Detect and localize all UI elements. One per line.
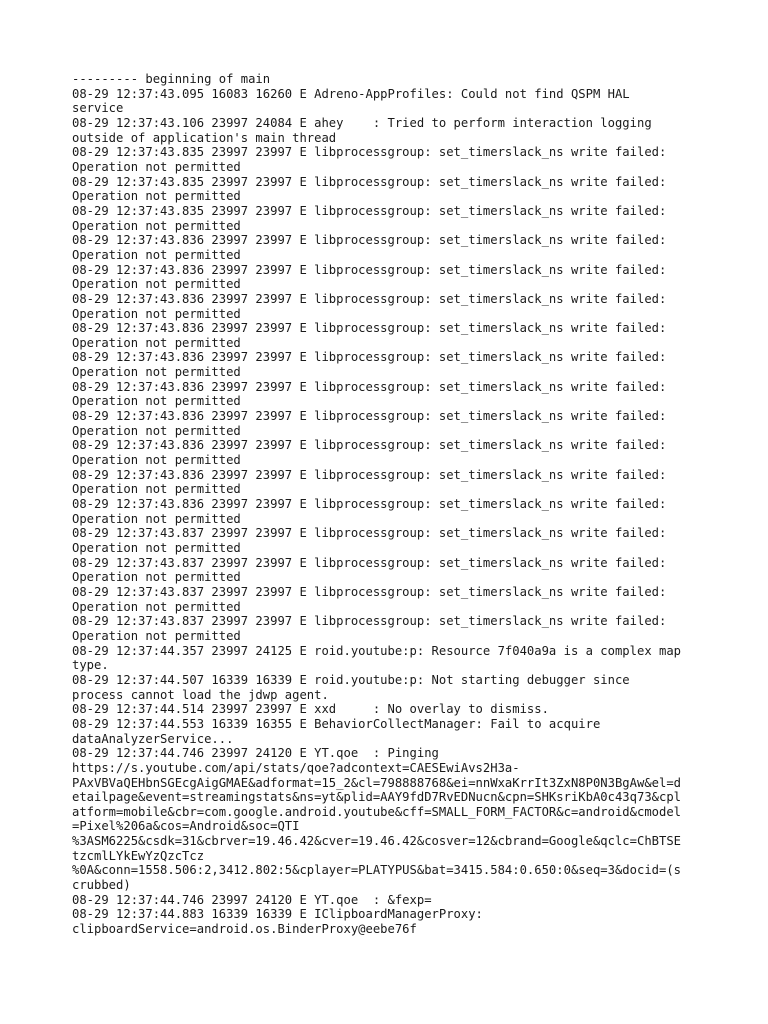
- log-line: Operation not permitted: [72, 306, 241, 321]
- log-line: 08-29 12:37:43.836 23997 23997 E libprocessgroup: set_timerslack_ns write failed:: [72, 379, 667, 394]
- log-line: 08-29 12:37:43.835 23997 23997 E libprocessgroup: set_timerslack_ns write failed:: [72, 145, 667, 160]
- log-line: 08-29 12:37:43.837 23997 23997 E libprocessgroup: set_timerslack_ns write failed:: [72, 614, 667, 629]
- log-line: Operation not permitted: [72, 247, 241, 262]
- log-line: service: [72, 101, 124, 116]
- log-line: 08-29 12:37:43.095 16083 16260 E Adreno-AppProfiles: Could not find QSPM HAL: [72, 86, 630, 101]
- log-line: 08-29 12:37:43.837 23997 23997 E libprocessgroup: set_timerslack_ns write failed:: [72, 526, 667, 541]
- log-line: outside of application's main thread: [72, 130, 337, 145]
- log-line: 08-29 12:37:43.836 23997 23997 E libprocessgroup: set_timerslack_ns write failed:: [72, 350, 667, 365]
- log-line: 08-29 12:37:44.514 23997 23997 E xxd : No overlay to dismiss.: [72, 702, 549, 717]
- log-line: PAxVBVaQEHbnSGEcgAigGMAE&adformat=15_2&cl=798888768&ei=nnWxaKrrIt3ZxN8P0N3BgAw&el=d: [72, 775, 682, 790]
- log-line: 08-29 12:37:43.836 23997 23997 E libprocessgroup: set_timerslack_ns write failed:: [72, 438, 667, 453]
- log-line: tzcmlLYkEwYzQzcTcz: [72, 848, 205, 863]
- log-line: 08-29 12:37:44.746 23997 24120 E YT.qoe : &fexp=: [72, 892, 432, 907]
- log-line: 08-29 12:37:43.835 23997 23997 E libprocessgroup: set_timerslack_ns write failed:: [72, 174, 667, 189]
- log-line: Operation not permitted: [72, 599, 241, 614]
- log-line: 08-29 12:37:44.553 16339 16355 E BehaviorCollectManager: Fail to acquire: [72, 716, 601, 731]
- log-line: Operation not permitted: [72, 482, 241, 497]
- log-line: 08-29 12:37:44.357 23997 24125 E roid.youtube:p: Resource 7f040a9a is a complex map: [72, 643, 682, 658]
- log-line: Operation not permitted: [72, 394, 241, 409]
- log-line: 08-29 12:37:43.836 23997 23997 E libprocessgroup: set_timerslack_ns write failed:: [72, 291, 667, 306]
- log-line: Operation not permitted: [72, 335, 241, 350]
- log-line: etailpage&event=streamingstats&ns=yt&plid=AAY9fdD7RvEDNucn&cpn=SHKsriKbA0c43q73&cpl: [72, 790, 682, 805]
- log-line: Operation not permitted: [72, 277, 241, 292]
- log-line: 08-29 12:37:43.836 23997 23997 E libprocessgroup: set_timerslack_ns write failed:: [72, 409, 667, 424]
- log-line: type.: [72, 658, 109, 673]
- log-line: 08-29 12:37:44.507 16339 16339 E roid.youtube:p: Not starting debugger since: [72, 672, 630, 687]
- log-line: 08-29 12:37:44.883 16339 16339 E IClipboardManagerProxy:: [72, 907, 483, 922]
- log-line: Operation not permitted: [72, 365, 241, 380]
- log-line: 08-29 12:37:43.836 23997 23997 E libprocessgroup: set_timerslack_ns write failed:: [72, 467, 667, 482]
- log-line: 08-29 12:37:43.836 23997 23997 E libprocessgroup: set_timerslack_ns write failed:: [72, 497, 667, 512]
- log-line: 08-29 12:37:43.835 23997 23997 E libprocessgroup: set_timerslack_ns write failed:: [72, 203, 667, 218]
- log-line: dataAnalyzerService...: [72, 731, 234, 746]
- log-line: %3ASM6225&csdk=31&cbrver=19.46.42&cver=19.46.42&cosver=12&cbrand=Google&qclc=ChBTSE: [72, 834, 682, 849]
- log-line: 08-29 12:37:43.837 23997 23997 E libprocessgroup: set_timerslack_ns write failed:: [72, 584, 667, 599]
- log-line: Operation not permitted: [72, 218, 241, 233]
- log-line: Operation not permitted: [72, 511, 241, 526]
- log-line: https://s.youtube.com/api/stats/qoe?adcontext=CAESEwiAvs2H3a-: [72, 760, 520, 775]
- log-line: Operation not permitted: [72, 628, 241, 643]
- log-header-line: --------- beginning of main: [72, 72, 271, 86]
- log-line: 08-29 12:37:44.746 23997 24120 E YT.qoe : Pinging: [72, 746, 439, 761]
- log-line: %0A&conn=1558.506:2,3412.802:5&cplayer=PLATYPUS&bat=3415.584:0.650:0&seq=3&docid=(s: [72, 863, 682, 878]
- log-line: Operation not permitted: [72, 570, 241, 585]
- log-line: 08-29 12:37:43.836 23997 23997 E libprocessgroup: set_timerslack_ns write failed:: [72, 262, 667, 277]
- log-line: 08-29 12:37:43.836 23997 23997 E libprocessgroup: set_timerslack_ns write failed:: [72, 233, 667, 248]
- log-line: Operation not permitted: [72, 453, 241, 468]
- log-line: crubbed): [72, 878, 131, 893]
- log-line: process cannot load the jdwp agent.: [72, 687, 329, 702]
- log-line: clipboardService=android.os.BinderProxy@eebe76f: [72, 922, 417, 937]
- log-line: 08-29 12:37:43.837 23997 23997 E libprocessgroup: set_timerslack_ns write failed:: [72, 555, 667, 570]
- log-line: Operation not permitted: [72, 541, 241, 555]
- log-line: Operation not permitted: [72, 189, 241, 204]
- log-line: atform=mobile&cbr=com.google.android.youtube&cff=SMALL_FORM_FACTOR&c=android&cmodel: [72, 804, 682, 819]
- log-line: Operation not permitted: [72, 159, 241, 174]
- log-text-block: [72, 72, 702, 937]
- log-line: Operation not permitted: [72, 423, 241, 438]
- log-line: =Pixel%206a&cos=Android&soc=QTI: [72, 819, 300, 834]
- log-line: 08-29 12:37:43.836 23997 23997 E libprocessgroup: set_timerslack_ns write failed:: [72, 321, 667, 336]
- log-line: 08-29 12:37:43.106 23997 24084 E ahey : Tried to perform interaction logging: [72, 115, 652, 130]
